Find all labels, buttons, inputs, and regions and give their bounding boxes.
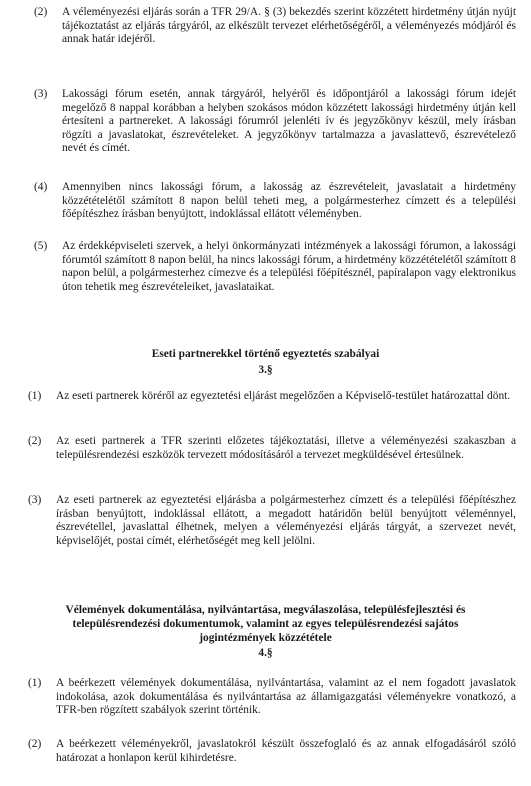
section-2-paragraph-5: [34, 240, 516, 294]
paragraph-text: Az érdekképviseleti szervek, a helyi önkormányzati intézmények a lakossági fórumon, a lakossági fórumtól számított 8 napon belül, ha nincs lakossági fórum, a hirdetmény közzétételétől számított 8 napon belül, a polgármesterhez címezve és a települési főépítésznél, papíralapon vagy elektronikus úton tehetik meg észrevételeiket, javaslataikat.: [62, 240, 516, 293]
section-3-number: 3.§: [258, 364, 273, 376]
paragraph-number: (3): [28, 494, 42, 506]
paragraph-number: (1): [28, 390, 42, 402]
section-3-paragraph-1: [28, 390, 516, 404]
section-2-paragraph-4: [34, 181, 516, 222]
section-2-paragraph-2: [34, 6, 516, 47]
paragraph-number: (2): [34, 6, 48, 18]
section-4-title-line-1: Vélemények dokumentálása, nyilvántartása, megválaszolása, településfejlesztési és: [65, 604, 466, 616]
paragraph-number: (4): [34, 181, 48, 193]
section-3-title: Eseti partnerekkel történő egyeztetés szabályai: [151, 348, 380, 360]
paragraph-number: (2): [28, 435, 42, 447]
paragraph-text: A beérkezett vélemények dokumentálása, nyilvántartása, valamint az el nem fogadott javaslatok indokolása, azok dokumentálása és nyilvántartása az államigazgatási véleményekre vonatkozó, a TFR-ben rögzített szabályok szerint történik.: [56, 677, 516, 717]
section-2-paragraph-3: [34, 88, 516, 156]
paragraph-number: (5): [34, 240, 48, 252]
section-4-title-line-3: jogintézmények közzététele: [199, 632, 332, 644]
section-3-paragraph-2: [28, 435, 516, 462]
paragraph-number: (1): [28, 677, 42, 689]
paragraph-text: Az eseti partnerek a TFR szerinti előzetes tájékoztatási, illetve a véleményezési szakaszban a településrendezési eszközök tervezett módosításáról a tervezet megküldésével értesülnek.: [56, 435, 516, 461]
paragraph-text: Az eseti partnerek az egyeztetési eljárásba a polgármesterhez címzett és a települési főépítészhez írásban benyújtott, indoklással ellátott, a megadott határidőn belül benyújtott véleménnyel, észrevétellel, javaslattal élhetnek, melyen a véleményezési eljárás tárgyát, a szervezet nevét, képviselőjét, postai címét, elérhetőségét meg kell jelölni.: [56, 494, 516, 547]
section-4-paragraph-2: [28, 738, 516, 765]
section-4-paragraph-1: [28, 677, 516, 718]
paragraph-number: (3): [34, 88, 48, 100]
paragraph-text: Az eseti partnerek köréről az egyeztetési eljárást megelőzően a Képviselő-testület határozattal dönt.: [56, 390, 511, 402]
section-4-number: 4.§: [258, 647, 273, 659]
paragraph-text: A véleményezési eljárás során a TFR 29/A. § (3) bekezdés szerint közzétett hirdetmény útján nyújt tájékoztatást az eljárás tárgyáról, az elkészült tervezet elérhetőségéről, a véleményezés módjáról és annak határ idejéről.: [62, 6, 516, 46]
paragraph-text: Lakossági fórum esetén, annak tárgyáról, helyéről és időpontjáról a lakossági fórum idejét megelőző 8 nappal korábban a helyben szokásos módon közzétett lakossági hirdetmény útján kell értesíteni a partnereket. A lakossági fórumról jelenléti ív és jegyzőkönyv készül, mely írásban rögzíti a javaslatokat, észrevételeket. A jegyzőkönyv tartalmazza a javaslattevő, észrevételező nevét és címét.: [62, 88, 516, 155]
paragraph-text: Amennyiben nincs lakossági fórum, a lakosság az észrevételeit, javaslatait a hirdetmény közzétételétől számított 8 napon belül teheti meg, a polgármesterhez címzett és a települési főépítészhez írásban benyújtott, indoklással ellátott véleményben.: [62, 181, 516, 221]
paragraph-text: A beérkezett véleményekről, javaslatokról készült összefoglaló és az annak elfogadásáról szóló határozat a honlapon kerül kihirdetésre.: [56, 738, 516, 764]
paragraph-number: (2): [28, 738, 42, 750]
section-4-title-line-2: településrendezési dokumentumok, valamint az egyes településrendezési sajátos: [72, 618, 459, 630]
section-3-paragraph-3: [28, 494, 516, 548]
